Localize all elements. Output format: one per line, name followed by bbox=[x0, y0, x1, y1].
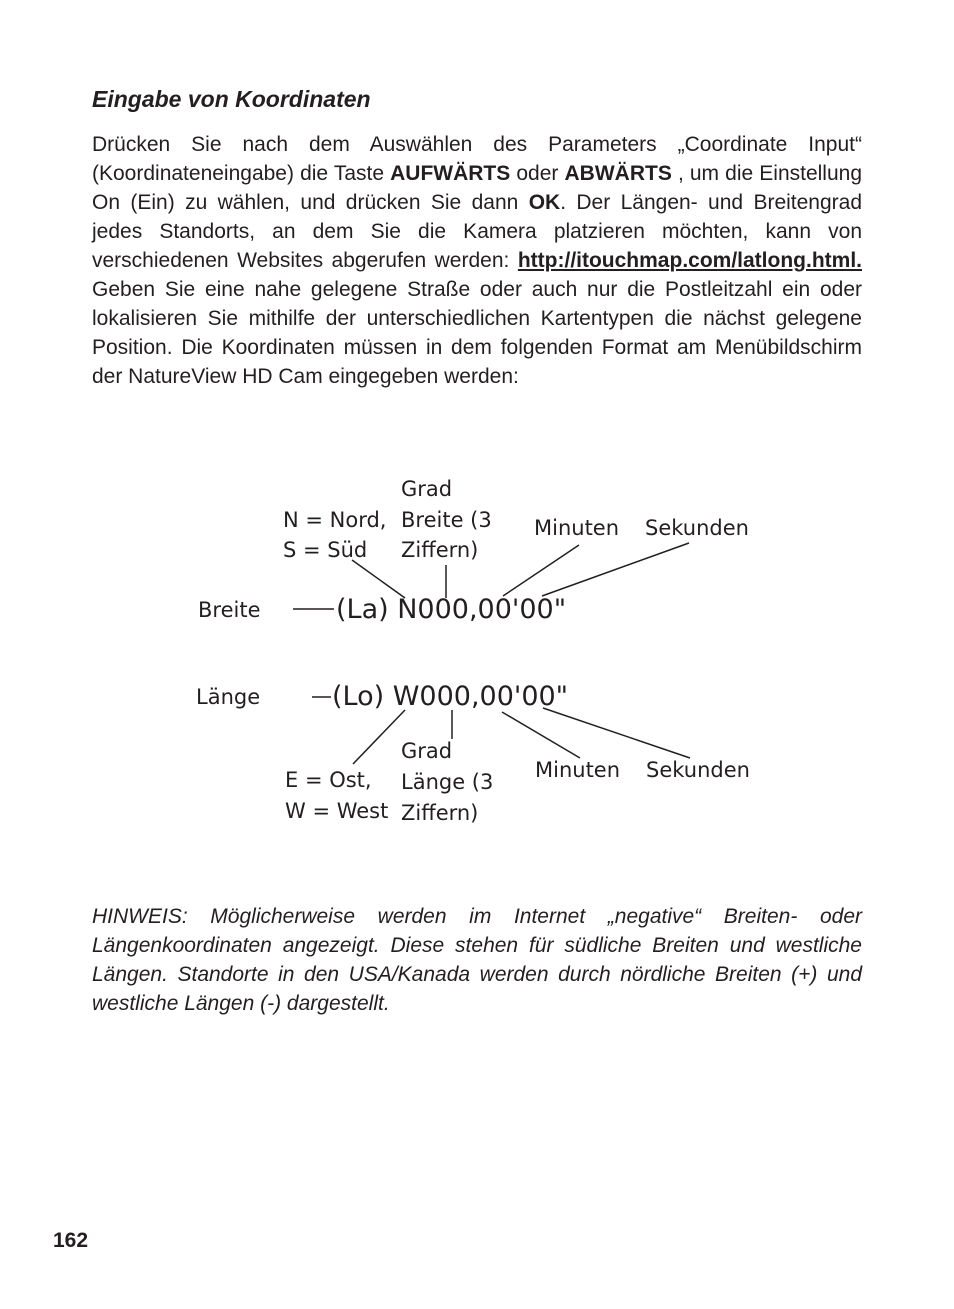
lon-hemisphere-label-1: E = Ost, bbox=[285, 768, 372, 792]
lat-degree-label-3: Ziffern) bbox=[401, 538, 479, 562]
lat-seconds-label: Sekunden bbox=[645, 516, 749, 540]
para-text-1: Drücken Sie nach dem Auswählen des Parameters „Coordinate Input“ (Koordinateneingabe) die Taste bbox=[92, 133, 862, 185]
page-number: 162 bbox=[53, 1229, 89, 1252]
lon-hemisphere-label-2: W = West bbox=[285, 799, 389, 823]
lon-degree-label-2: Länge (3 bbox=[401, 770, 494, 794]
lat-format-string: (La) N000,00'00" bbox=[336, 594, 567, 625]
ok-key-label: OK bbox=[528, 191, 561, 214]
lon-degree-label-3: Ziffern) bbox=[401, 801, 479, 825]
lat-degree-label-2: Breite (3 bbox=[401, 508, 492, 532]
down-key-label: ABWÄRTS bbox=[564, 162, 672, 185]
lat-hemisphere-label-1: N = Nord, bbox=[283, 508, 387, 532]
hint-note: HINWEIS: Möglicherweise werden im Internet „negative“ Breiten- oder Längenkoordinaten angezeigt. Diese stehen für südliche Breiten und westliche Längen. Standorte in den USA/Kanada werden durch nördliche Breiten (+) und westliche Längen (-) dargestellt. bbox=[92, 905, 862, 1015]
lat-minutes-label: Minuten bbox=[534, 516, 620, 540]
lon-degree-label-1: Grad bbox=[401, 739, 453, 763]
lon-format-string: (Lo) W000,00'00" bbox=[332, 681, 569, 712]
lat-row-label: Breite bbox=[198, 598, 261, 622]
lat-hemisphere-label-2: S = Süd bbox=[283, 538, 368, 562]
coordinates-website-link[interactable]: http://itouchmap.com/latlong.html. bbox=[517, 249, 862, 272]
para-text-3: , um die Einstellung On (Ein) zu wählen, und drücken Sie dann bbox=[92, 162, 863, 214]
lat-degree-label-1: Grad bbox=[401, 477, 453, 501]
lon-minutes-label: Minuten bbox=[535, 758, 621, 782]
para-text-5: Geben Sie eine nahe gelegene Straße oder auch nur die Postleitzahl ein oder lokalisieren Sie mithilfe der unterschiedlichen Kartentypen die nächst gelegene Position. Die Koordinaten müssen in dem folgenden Format am Menübildschirm der NatureView HD Cam eingegeben werden: bbox=[92, 278, 862, 388]
para-text-4: . Der Längen- und Breitengrad jedes Standorts, an dem Sie die Kamera platzieren möchten, kann von verschiedenen Websites abgerufen werden: bbox=[92, 191, 863, 272]
up-key-label: AUFWÄRTS bbox=[390, 162, 511, 185]
lon-row-label: Länge bbox=[196, 685, 261, 709]
para-text-2: oder bbox=[510, 162, 565, 185]
section-heading: Eingabe von Koordinaten bbox=[92, 86, 371, 112]
lon-seconds-label: Sekunden bbox=[646, 758, 750, 782]
